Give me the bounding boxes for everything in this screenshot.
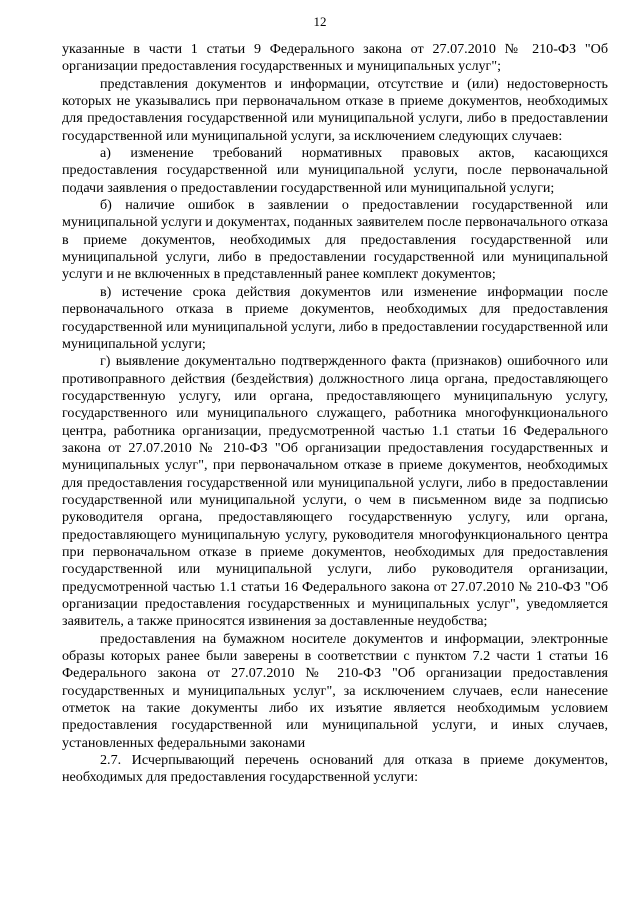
paragraph-case-a: а) изменение требований нормативных правовых актов, касающихся предоставления государственной или муниципальной услуги, после первоначальной подачи заявления о предоставлении государственной или муниципальной услуги; [62, 145, 608, 196]
paragraph-section-2-7: 2.7. Исчерпывающий перечень оснований для отказа в приеме документов, необходимых для предоставления государственной услуги: [62, 752, 608, 786]
paragraph-continuation: указанные в части 1 статьи 9 Федерального закона от 27.07.2010 № 210-ФЗ "Об организации предоставления государственных и муниципальных услуг"; [62, 41, 608, 75]
paragraph-case-b: б) наличие ошибок в заявлении о предоставлении государственной или муниципальной услуги и документах, поданных заявителем после первоначального отказа в приеме документов, необходимых для предоставления государственной или муниципальной услуги, либо в предоставлении государственной или муниципальной услуги и не включенных в представленный ранее комплект документов; [62, 197, 608, 283]
page-number: 12 [313, 14, 327, 29]
paragraph-case-v: в) истечение срока действия документов или изменение информации после первоначального отказа в приеме документов, необходимых для предоставления государственной или муниципальной услуги, либо в предоставлении государственной или муниципальной услуги; [62, 283, 608, 352]
paragraph-documents-not-indicated: представления документов и информации, отсутствие и (или) недостоверность которых не указывались при первоначальном отказе в приеме документов, необходимых для предоставления государственной или муниципальной услуги, либо в предоставлении государственной или муниципальной услуги, за исключением следующих случаев: [62, 75, 608, 144]
document-body [62, 41, 608, 787]
paragraph-case-g: г) выявление документально подтвержденного факта (признаков) ошибочного или противоправного действия (бездействия) должностного лица органа, предоставляющего государственную услугу, или органа, предоставляющего муниципальную услугу, государственного или муниципального служащего, работника многофункционального центра, работника организации, предусмотренной частью 1.1 статьи 16 Федерального закона от 27.07.2010 № 210-ФЗ "Об организации предоставления государственных и муниципальных услуг", при первоначальном отказе в приеме документов, необходимых для предоставления государственной или муниципальной услуги, либо в предоставлении государственной или муниципальной услуги, о чем в письменном виде за подписью руководителя органа, предоставляющего государственную услугу, или органа, предоставляющего муниципальную услугу, руководителя многофункционального центра при первоначальном отказе в приеме документов, необходимых для предоставления государственной или муниципальной услуги, либо руководителя организации, предусмотренной частью 1.1 статьи 16 Федерального закона от 27.07.2010 № 210-ФЗ "Об организации предоставления государственных и муниципальных услуг", уведомляется заявитель, а также приносятся извинения за доставленные неудобства; [62, 353, 608, 630]
paragraph-paper-documents: предоставления на бумажном носителе документов и информации, электронные образы которых ранее были заверены в соответствии с пунктом 7.2 части 1 статьи 16 Федерального закона от 27.07.2010 № 210-ФЗ "Об организации предоставления государственных и муниципальных услуг", за исключением случаев, если нанесение отметок на такие документы либо их изъятие является необходимым условием предоставления государственной или муниципальной услуги, и иных случаев, установленных федеральными законами [62, 630, 608, 751]
